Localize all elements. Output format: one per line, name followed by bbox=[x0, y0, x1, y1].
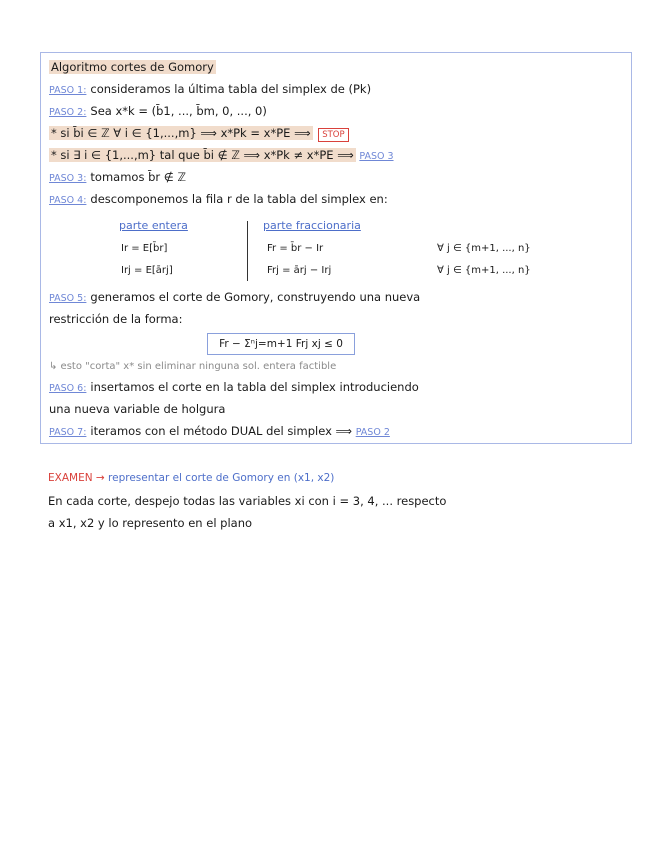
exam-note bbox=[48, 472, 334, 484]
algorithm-note-box bbox=[40, 52, 632, 444]
table-divider bbox=[247, 221, 248, 281]
cell-forall-2: ∀ j ∈ {m+1, ..., n} bbox=[437, 265, 531, 276]
header-parte-fraccionaria: parte fraccionaria bbox=[263, 219, 361, 232]
paso-3: PASO 3: tomamos b̄r ∉ ℤ bbox=[49, 170, 187, 184]
case-integer: * si b̄i ∈ ℤ ∀ i ∈ {1,...,m} ⟹ x*Pk = x*PE ⟹ STOP bbox=[49, 125, 349, 142]
cut-explanation: ↳ esto "corta" x* sin eliminar ninguna sol. entera factible bbox=[49, 361, 337, 372]
link-paso-3[interactable]: PASO 3 bbox=[359, 151, 394, 162]
case-non-integer: * si ∃ i ∈ {1,...,m} tal que b̄i ∉ ℤ ⟹ x*Pk ≠ x*PE ⟹ PASO 3 bbox=[51, 148, 394, 162]
paso-6: PASO 6: insertamos el corte en la tabla del simplex introduciendo bbox=[49, 380, 419, 394]
paso-7: PASO 7: iteramos con el método DUAL del simplex ⟹ PASO 2 bbox=[49, 424, 390, 438]
paso-5-cont: restricción de la forma: bbox=[49, 312, 183, 326]
paso-6-cont: una nueva variable de holgura bbox=[49, 402, 226, 416]
cell-ir: Ir = E[b̄r] bbox=[121, 243, 168, 254]
exam-text: representar el corte de Gomory en (x1, x2) bbox=[108, 472, 335, 484]
stop-badge: STOP bbox=[318, 128, 348, 142]
cell-irj: Irj = E[ārj] bbox=[121, 265, 173, 276]
link-paso-2[interactable]: PASO 2 bbox=[355, 427, 390, 438]
header-parte-entera: parte entera bbox=[119, 219, 188, 232]
paso-4: PASO 4: descomponemos la fila r de la tabla del simplex en: bbox=[49, 192, 388, 206]
exam-line-2: a x1, x2 y lo represento en el plano bbox=[48, 516, 253, 530]
cell-frj: Frj = ārj − Irj bbox=[267, 265, 332, 276]
cell-fr: Fr = b̄r − Ir bbox=[267, 243, 324, 254]
exam-line-1: En cada corte, despejo todas las variables xi con i = 3, 4, ... respecto bbox=[48, 494, 447, 508]
exam-label: EXAMEN → bbox=[48, 472, 105, 484]
paso-1: PASO 1: consideramos la última tabla del simplex de (Pk) bbox=[49, 82, 372, 96]
gomory-cut-formula: Fr − Σⁿj=m+1 Frj xj ≤ 0 bbox=[207, 333, 355, 355]
cell-forall-1: ∀ j ∈ {m+1, ..., n} bbox=[437, 243, 531, 254]
note-title: Algoritmo cortes de Gomory bbox=[51, 60, 214, 74]
paso-5: PASO 5: generamos el corte de Gomory, construyendo una nueva bbox=[49, 290, 421, 304]
paso-2: PASO 2: Sea x*k = (b̄1, ..., b̄m, 0, ..., 0) bbox=[49, 104, 267, 118]
